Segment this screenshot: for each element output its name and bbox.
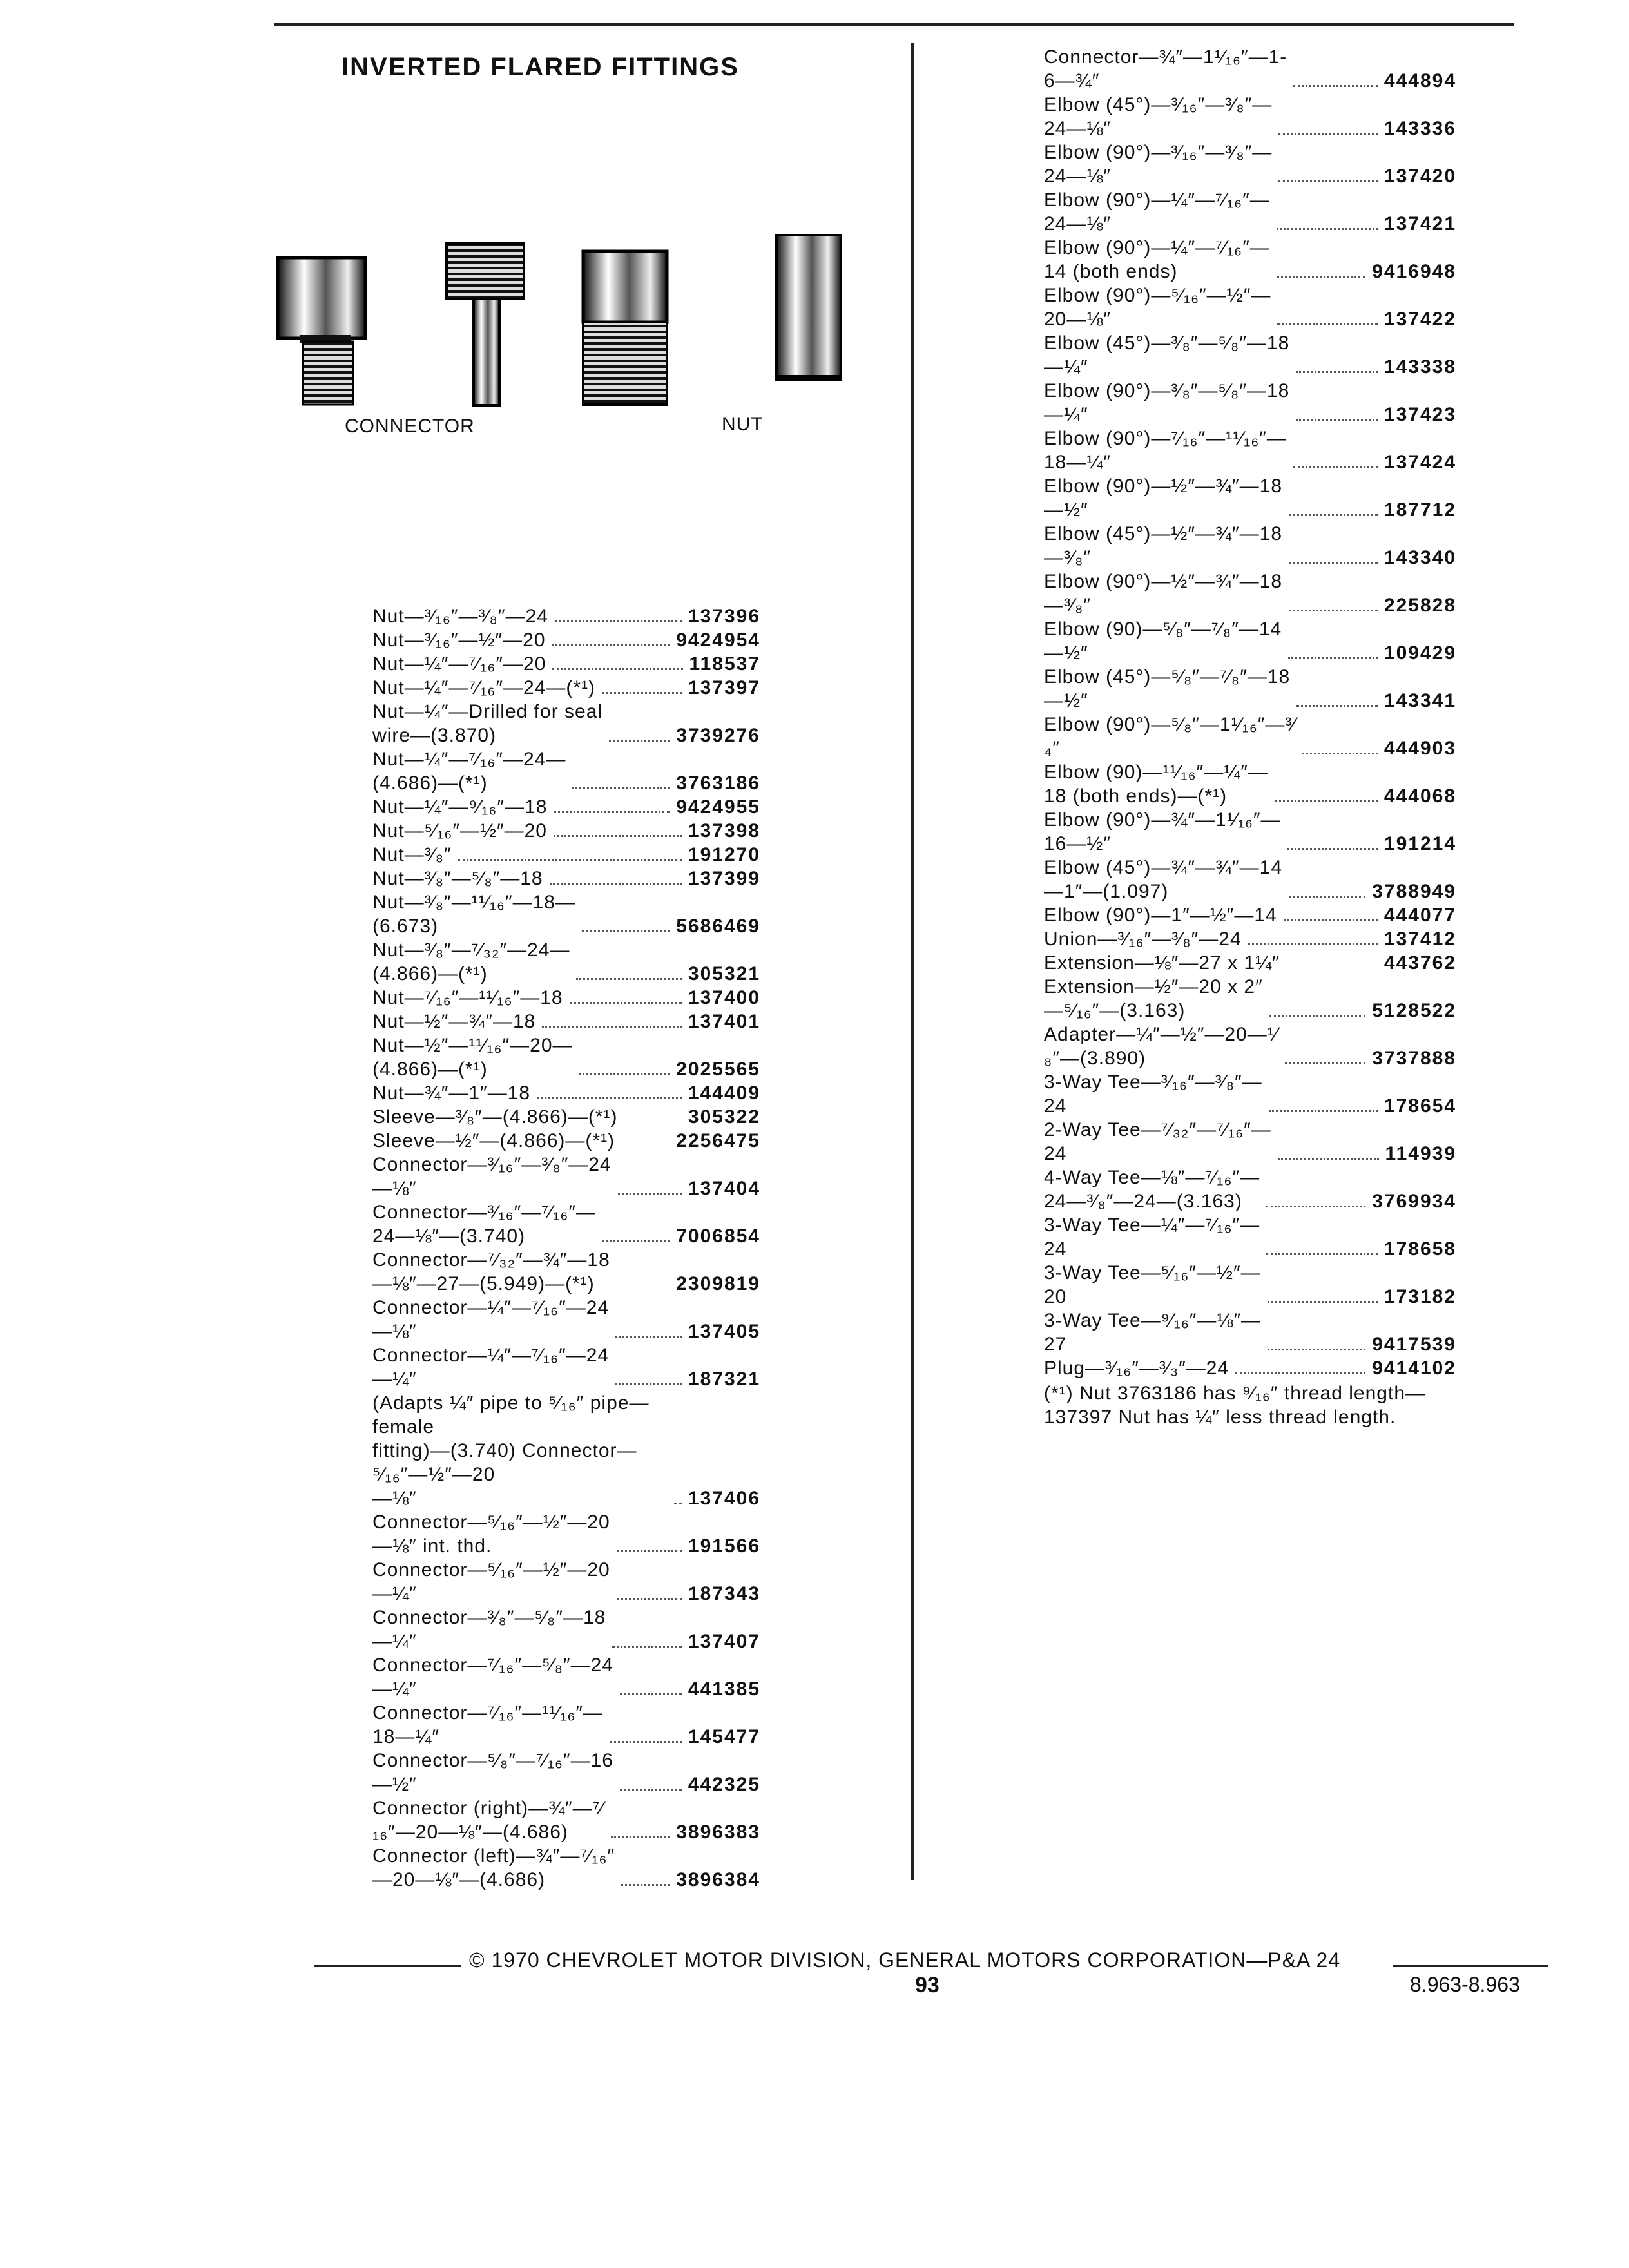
dot-leader: [554, 835, 682, 837]
part-entry: [1044, 617, 1456, 665]
dot-leader: [552, 668, 682, 670]
part-number: 444068: [1383, 785, 1456, 807]
dot-leader: [1277, 276, 1365, 278]
dot-leader: [1266, 1253, 1378, 1255]
part-number: 137404: [688, 1178, 760, 1199]
part-entry: [372, 1081, 760, 1105]
part-description: Elbow (90°)—⁵⁄₈″—1¹⁄₁₆″—³⁄ ₄″: [1044, 714, 1296, 759]
part-description: Union—³⁄₁₆″—³⁄₈″—24: [1044, 928, 1242, 950]
part-number: 144409: [688, 1082, 760, 1104]
part-entry: [1044, 93, 1456, 140]
part-number: 5686469: [676, 916, 760, 937]
part-entry: [1044, 188, 1456, 236]
part-entry: [1044, 808, 1456, 856]
dot-leader: [458, 859, 682, 861]
part-number: 178654: [1383, 1095, 1456, 1117]
part-description: Elbow (90°)—1″—½″—14: [1044, 905, 1277, 926]
dot-leader: [542, 1026, 682, 1028]
sleeve-drawing: [776, 235, 841, 381]
part-entry: [372, 867, 760, 890]
dot-leader: [1269, 1015, 1365, 1017]
part-number: 2256475: [676, 1130, 760, 1151]
column-divider: [911, 43, 914, 1880]
part-entry: [372, 1653, 760, 1701]
part-entry: [1044, 427, 1456, 474]
part-number: 441385: [688, 1678, 760, 1700]
part-description: Elbow (90°)—⁷⁄₁₆″—¹¹⁄₁₆″— 18—¼″: [1044, 428, 1287, 473]
part-description: Nut—¼″—⁷⁄₁₆″—20: [372, 653, 546, 675]
part-entry: [372, 890, 760, 938]
part-number: 137400: [688, 987, 760, 1008]
part-description: Nut—⁵⁄₁₆″—½″—20: [372, 820, 547, 841]
part-entry: [1044, 45, 1456, 93]
part-description: Connector—¼″—⁷⁄₁₆″—24 —¼″: [372, 1345, 610, 1390]
part-number: 143336: [1383, 118, 1456, 139]
part-number: 444077: [1383, 905, 1456, 926]
part-entry: [1044, 474, 1456, 522]
part-number: 7006854: [676, 1225, 760, 1247]
part-number: 2309819: [676, 1273, 760, 1294]
dot-leader: [620, 1693, 682, 1695]
part-description: Connector—⁵⁄₈″—⁷⁄₁₆″—16 —½″: [372, 1750, 613, 1795]
part-entry: [372, 1200, 760, 1248]
part-number: 187712: [1383, 499, 1456, 521]
part-description: Connector—¾″—1¹⁄₁₆″—1- 6—¾″: [1044, 46, 1287, 91]
part-entry: [1044, 236, 1456, 284]
part-number: 143341: [1383, 690, 1456, 711]
part-description: Connector—⁷⁄₃₂″—¾″—18 —⅛″—27—(5.949)—(*¹): [372, 1249, 610, 1294]
part-entry: [1044, 903, 1456, 927]
part-number: 137420: [1383, 166, 1456, 187]
part-number: 3763186: [676, 773, 760, 794]
part-entry: [1044, 284, 1456, 331]
part-description: 3-Way Tee—⁵⁄₁₆″—½″— 20: [1044, 1262, 1261, 1307]
dot-leader: [1266, 1206, 1365, 1207]
dot-leader: [611, 1836, 670, 1838]
dot-leader: [615, 1383, 682, 1385]
part-description: Elbow (45°)—⁵⁄₈″—⁷⁄₈″—18 —½″: [1044, 666, 1291, 711]
part-number: 3896383: [676, 1821, 760, 1843]
part-number: 3896384: [676, 1869, 760, 1890]
dot-leader: [609, 740, 670, 742]
part-description: Elbow (45°)—³⁄₁₆″—³⁄₈″— 24—⅛″: [1044, 94, 1273, 139]
part-entry: [372, 1558, 760, 1606]
part-entry: [372, 676, 760, 700]
part-entry: [372, 795, 760, 819]
part-number: 137399: [688, 868, 760, 889]
part-entry: [372, 1606, 760, 1653]
dot-leader: [555, 620, 682, 622]
part-number: 225828: [1383, 595, 1456, 616]
part-description: Connector—⁵⁄₁₆″—½″—20 —⅛″ int. thd.: [372, 1512, 610, 1557]
part-number: 109429: [1383, 642, 1456, 664]
part-description: Elbow (45°)—³⁄₈″—⁵⁄₈″—18 —¼″: [1044, 332, 1290, 378]
part-description: Nut—⁷⁄₁₆″—¹¹⁄₁₆″—18: [372, 987, 563, 1008]
part-entry: [372, 938, 760, 986]
footer-rule-right: [1393, 1965, 1548, 1967]
part-description: Nut—¼″—Drilled for seal wire—(3.870): [372, 701, 603, 746]
part-number: 137405: [688, 1321, 760, 1342]
dot-leader: [1296, 419, 1378, 421]
part-number: 187321: [688, 1369, 760, 1390]
part-number: 305321: [688, 963, 760, 985]
part-description: Nut—³⁄₈″: [372, 844, 452, 865]
part-description: Elbow (90°)—¼″—⁷⁄₁₆″— 14 (both ends): [1044, 237, 1270, 282]
dot-leader: [1285, 1062, 1365, 1064]
dot-leader: [1268, 1349, 1365, 1350]
part-number: 137421: [1383, 213, 1456, 235]
dot-leader: [552, 644, 670, 646]
part-description: Elbow (45°)—¾″—¾″—14 —1″—(1.097): [1044, 857, 1283, 902]
part-entry: [372, 1105, 760, 1129]
dot-leader: [621, 1884, 670, 1886]
dot-leader: [1284, 919, 1378, 921]
part-number: 5128522: [1372, 1000, 1456, 1021]
dot-leader: [1293, 85, 1378, 87]
part-entry: [372, 1153, 760, 1200]
dot-leader: [674, 1503, 682, 1504]
part-entry: [1044, 1309, 1456, 1356]
dot-leader: [1287, 848, 1378, 850]
dot-leader: [572, 787, 670, 789]
part-description: Connector—³⁄₁₆″—³⁄₈″—24 —⅛″: [372, 1154, 612, 1199]
part-description: Elbow (90°)—³⁄₁₆″—³⁄₈″— 24—⅛″: [1044, 142, 1273, 187]
dot-leader: [618, 1193, 682, 1195]
part-entry: [372, 819, 760, 843]
connector-caption: CONNECTOR: [345, 416, 475, 437]
part-entry: [1044, 1023, 1456, 1070]
page-number: 93: [915, 1973, 940, 1997]
dot-leader: [1296, 371, 1378, 373]
part-entry: [1044, 665, 1456, 713]
nut-caption: NUT: [722, 414, 764, 435]
dot-leader: [1278, 1158, 1379, 1160]
page-heading: INVERTED FLARED FITTINGS: [342, 53, 739, 81]
part-entry: [1044, 379, 1456, 427]
dot-leader: [610, 1741, 682, 1743]
part-entry: [1044, 856, 1456, 903]
part-number: 137412: [1383, 928, 1456, 950]
part-description: Nut—½″—¾″—18: [372, 1011, 536, 1032]
part-entry: [372, 1343, 760, 1391]
footer-rule-left: [314, 1965, 461, 1967]
dot-leader: [1289, 562, 1378, 564]
part-entry: [372, 1510, 760, 1558]
dot-leader: [1277, 323, 1378, 325]
nut-drawing-1: [447, 244, 524, 405]
dot-leader: [1248, 943, 1378, 945]
part-description: Nut—¾″—1″—18: [372, 1082, 530, 1104]
part-description: Connector—⁷⁄₁₆″—⁵⁄₈″—24 —¼″: [372, 1655, 613, 1700]
part-number: 137407: [688, 1631, 760, 1652]
part-number: 9424955: [676, 796, 760, 818]
dot-leader: [617, 1550, 682, 1552]
part-description: 3-Way Tee—⁹⁄₁₆″—⅛″— 27: [1044, 1310, 1262, 1355]
part-number: 191214: [1383, 833, 1456, 854]
part-number: 137397: [688, 677, 760, 698]
part-number: 3739276: [676, 725, 760, 746]
part-description: Nut—¼″—⁹⁄₁₆″—18: [372, 796, 548, 818]
part-number: 137424: [1383, 452, 1456, 473]
part-entry: [1044, 1070, 1456, 1118]
dot-leader: [1296, 705, 1378, 707]
part-description: Sleeve—½″—(4.866)—(*¹): [372, 1130, 615, 1151]
part-number: 137423: [1383, 404, 1456, 425]
connector-drawing: [278, 258, 365, 405]
part-description: Plug—³⁄₁₆″—³⁄₃″—24: [1044, 1358, 1229, 1379]
part-description: Elbow (45°)—½″—¾″—18 —³⁄₈″: [1044, 523, 1283, 568]
part-entry: [372, 1844, 760, 1892]
part-entry: [372, 1296, 760, 1343]
dot-leader: [602, 1240, 670, 1242]
dot-leader: [1289, 896, 1365, 898]
part-entry: [372, 1796, 760, 1844]
part-description: Elbow (90°)—¼″—⁷⁄₁₆″— 24—⅛″: [1044, 189, 1270, 235]
part-description: Nut—³⁄₈″—⁵⁄₈″—18: [372, 868, 543, 889]
dot-leader: [579, 1073, 670, 1075]
part-description: Nut—³⁄₈″—⁷⁄₃₂″—24— (4.866)—(*¹): [372, 939, 570, 985]
dot-leader: [617, 1598, 682, 1600]
dot-leader: [570, 1002, 682, 1004]
part-entry: [1044, 140, 1456, 188]
part-description: Nut—³⁄₁₆″—½″—20: [372, 629, 546, 651]
part-description: Elbow (90°)—½″—¾″—18 —³⁄₈″: [1044, 571, 1283, 616]
dot-leader: [620, 1789, 682, 1791]
part-entry: [1044, 1356, 1456, 1380]
part-description: Nut—½″—¹¹⁄₁₆″—20— (4.866)—(*¹): [372, 1035, 573, 1080]
part-description: Connector—³⁄₈″—⁵⁄₈″—18 —¼″: [372, 1607, 606, 1652]
part-number: 143340: [1383, 547, 1456, 568]
part-entry: [372, 986, 760, 1010]
part-description: Nut—³⁄₈″—¹¹⁄₁₆″—18— (6.673): [372, 892, 575, 937]
part-entry: [372, 652, 760, 676]
part-number: 114939: [1385, 1143, 1456, 1164]
part-description: Elbow (90°)—³⁄₈″—⁵⁄₈″—18 —¼″: [1044, 380, 1290, 425]
dot-leader: [1275, 800, 1378, 802]
dot-leader: [1289, 514, 1378, 516]
part-number: 9416948: [1372, 261, 1456, 282]
part-number: 9424954: [676, 629, 760, 651]
dot-leader: [554, 811, 670, 813]
part-entry: [372, 1248, 760, 1296]
part-entry: [1044, 1166, 1456, 1213]
dot-leader: [576, 978, 681, 980]
part-number: 137401: [688, 1011, 760, 1032]
part-entry: [1044, 570, 1456, 617]
part-description: (Adapts ¼″ pipe to ⁵⁄₁₆″ pipe—female fitting)—(3.740) Connector—⁵⁄₁₆″—½″—20 —⅛″: [372, 1392, 650, 1509]
dot-leader: [1278, 180, 1378, 182]
part-description: Elbow (90)—⁵⁄₈″—⁷⁄₈″—14 —½″: [1044, 619, 1282, 664]
part-description: 3-Way Tee—¼″—⁷⁄₁₆″— 24: [1044, 1215, 1260, 1260]
part-entry: [1044, 522, 1456, 570]
connector-drawing-2: [583, 251, 667, 405]
part-entry: [1044, 927, 1456, 951]
part-number: 9417539: [1372, 1334, 1456, 1355]
part-entry: [372, 1701, 760, 1749]
dot-leader: [1289, 610, 1378, 611]
dot-leader: [1235, 1372, 1365, 1374]
dot-leader: [550, 883, 682, 885]
dot-leader: [1278, 133, 1378, 135]
part-number: 305322: [688, 1106, 760, 1128]
part-entry: [1044, 975, 1456, 1023]
part-entry: [372, 1129, 760, 1153]
part-number: 137406: [688, 1488, 760, 1509]
part-entry: [372, 700, 760, 747]
part-description: Nut—¼″—⁷⁄₁₆″—24—(*¹): [372, 677, 596, 698]
dot-leader: [1293, 466, 1378, 468]
part-description: Nut—¼″—⁷⁄₁₆″—24— (4.686)—(*¹): [372, 749, 566, 794]
part-description: Connector (left)—¾″—⁷⁄₁₆″ —20—⅛″—(4.686): [372, 1845, 615, 1890]
copyright-line: © 1970 CHEVROLET MOTOR DIVISION, GENERAL MOTORS CORPORATION—P&A 24: [469, 1948, 1341, 1972]
part-number: 442325: [688, 1774, 760, 1795]
part-description: Nut—³⁄₁₆″—³⁄₈″—24: [372, 606, 548, 627]
part-entry: [1044, 713, 1456, 760]
part-description: 4-Way Tee—⅛″—⁷⁄₁₆″— 24—³⁄₈″—24—(3.163): [1044, 1167, 1260, 1212]
dot-leader: [1302, 753, 1377, 754]
dot-leader: [612, 1646, 682, 1648]
part-entry: [1044, 760, 1456, 808]
part-number: 191566: [688, 1535, 760, 1557]
part-number: 187343: [688, 1583, 760, 1604]
part-entry: [1044, 331, 1456, 379]
part-number: 173182: [1383, 1286, 1456, 1307]
part-entry: [372, 1391, 760, 1510]
part-description: Elbow (90°)—½″—¾″—18 —½″: [1044, 476, 1283, 521]
part-number: 3788949: [1372, 881, 1456, 902]
part-description: Extension—⅛″—27 x 1¼″: [1044, 952, 1280, 974]
section-number: 8.963-8.963: [1410, 1973, 1520, 1996]
left-parts-list: [372, 604, 760, 1892]
part-entry: [372, 843, 760, 867]
dot-leader: [615, 1336, 682, 1338]
part-number: 137398: [688, 820, 760, 841]
part-number: 2025565: [676, 1059, 760, 1080]
part-description: Connector—⁷⁄₁₆″—¹¹⁄₁₆″— 18—¼″: [372, 1702, 603, 1747]
footnote: (*¹) Nut 3763186 has ⁹⁄₁₆″ thread length—137397 Nut has ¼″ less thread length.: [1044, 1383, 1426, 1428]
dot-leader: [602, 692, 682, 694]
part-number: 143338: [1383, 356, 1456, 378]
part-entry: [372, 628, 760, 652]
part-description: Connector—¼″—⁷⁄₁₆″—24 —⅛″: [372, 1297, 610, 1342]
part-number: 191270: [688, 844, 760, 865]
part-entry: [1044, 1213, 1456, 1261]
right-parts-list: [1044, 45, 1456, 1429]
part-entry: [372, 747, 760, 795]
part-number: 137396: [688, 606, 760, 627]
part-description: Elbow (90°)—⁵⁄₁₆″—½″— 20—⅛″: [1044, 285, 1271, 330]
dot-leader: [1268, 1301, 1378, 1303]
part-description: Adapter—¼″—½″—20—¹⁄ ₈″—(3.890): [1044, 1024, 1278, 1069]
part-description: Connector (right)—¾″—⁷⁄ ₁₆″—20—⅛″—(4.686): [372, 1798, 604, 1843]
part-description: Connector—³⁄₁₆″—⁷⁄₁₆″— 24—⅛″—(3.740): [372, 1202, 596, 1247]
part-number: 178658: [1383, 1238, 1456, 1260]
dot-leader: [1288, 657, 1378, 659]
part-description: Sleeve—³⁄₈″—(4.866)—(*¹): [372, 1106, 618, 1128]
part-entry: [372, 1010, 760, 1033]
part-number: 3769934: [1372, 1191, 1456, 1212]
part-description: 3-Way Tee—³⁄₁₆″—³⁄₈″— 24: [1044, 1072, 1262, 1117]
part-number: 3737888: [1372, 1048, 1456, 1069]
part-number: 137422: [1383, 309, 1456, 330]
top-rule: [274, 23, 1514, 26]
part-number: 444903: [1383, 738, 1456, 759]
part-number: 443762: [1383, 952, 1456, 974]
part-number: 118537: [689, 653, 760, 675]
dot-leader: [582, 930, 670, 932]
part-entry: [1044, 951, 1456, 975]
part-description: Elbow (90°)—¾″—1¹⁄₁₆″— 16—½″: [1044, 809, 1281, 854]
fittings-illustration: [274, 232, 873, 412]
dot-leader: [1269, 1110, 1378, 1112]
part-description: Elbow (90)—¹¹⁄₁₆″—¼″— 18 (both ends)—(*¹): [1044, 762, 1268, 807]
part-description: 2-Way Tee—⁷⁄₃₂″—⁷⁄₁₆″— 24: [1044, 1119, 1271, 1164]
part-description: Extension—½″—20 x 2″ —⁵⁄₁₆″—(3.163): [1044, 976, 1263, 1021]
part-number: 9414102: [1372, 1358, 1456, 1379]
part-entry: [1044, 1261, 1456, 1309]
part-entry: [1044, 1118, 1456, 1166]
part-entry: [372, 1749, 760, 1796]
part-entry: [372, 1033, 760, 1081]
dot-leader: [537, 1097, 682, 1099]
part-number: 444894: [1383, 70, 1456, 91]
part-number: 145477: [688, 1726, 760, 1747]
part-description: Connector—⁵⁄₁₆″—½″—20 —¼″: [372, 1559, 610, 1604]
part-entry: [372, 604, 760, 628]
dot-leader: [1277, 228, 1378, 230]
